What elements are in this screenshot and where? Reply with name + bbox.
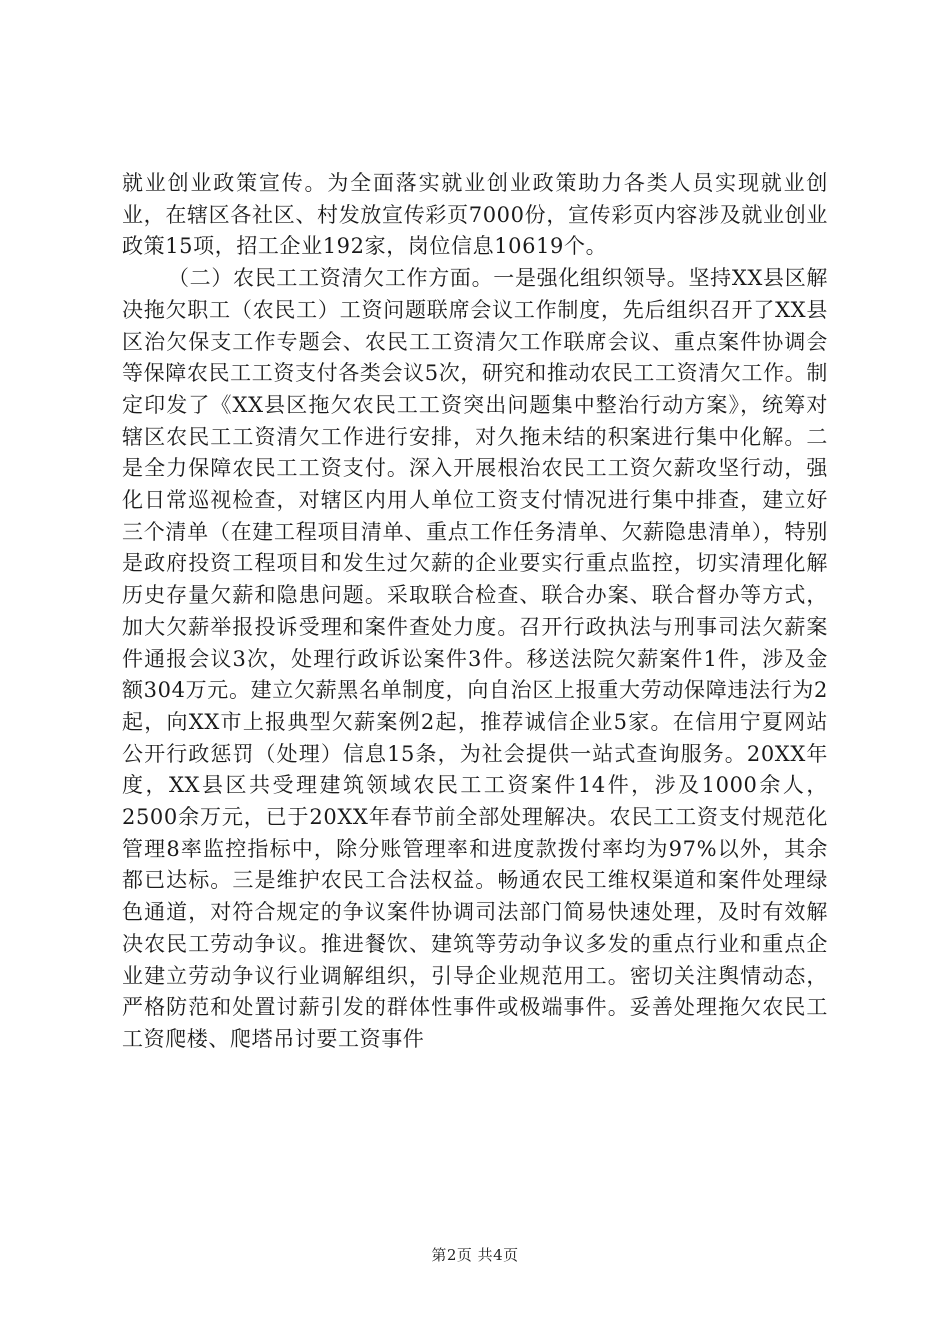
paragraph-wage-arrears: （二）农民工工资清欠工作方面。一是强化组织领导。坚持XX县区解决拖欠职工（农民工）工资问题联席会议工作制度，先后组织召开了XX县区治欠保支工作专题会、农民工工资清欠工作联席会议、重点案件协调会等保障农民工工资支付各类会议5次，研究和推动农民工工资清欠工作。制定印发了《XX县区拖欠农民工工资突出问题集中整治行动方案》，统筹对辖区农民工工资清欠工作进行安排，对久拖未结的积案进行集中化解。二是全力保障农民工工资支付。深入开展根治农民工工资欠薪攻坚行动，强化日常巡视检查，对辖区内用人单位工资支付情况进行集中排查，建立好三个清单（在建工程项目清单、重点工作任务清单、欠薪隐患清单），特别是政府投资工程项目和发生过欠薪的企业要实行重点监控，切实清理化解历史存量欠薪和隐患问题。采取联合检查、联合办案、联合督办等方式，加大欠薪举报投诉受理和案件查处力度。召开行政执法与刑事司法欠薪案件通报会议3次，处理行政诉讼案件3件。移送法院欠薪案件1件，涉及金额304万元。建立欠薪黑名单制度，向自治区上报重大劳动保障违法行为2起，向XX市上报典型欠薪案例2起，推荐诚信企业5家。在信用宁夏网站公开行政惩罚（处理）信息15条，为社会提供一站式查询服务。20XX年度，XX县区共受理建筑领域农民工工资案件14件，涉及1000余人，2500余万元，已于20XX年春节前全部处理解决。农民工工资支付规范化管理8率监控指标中，除分账管理率和进度款拨付率均为97%以外，其余都已达标。三是维护农民工合法权益。畅通农民工维权渠道和案件处理绿色通道，对符合规定的争议案件协调司法部门简易快速处理，及时有效解决农民工劳动争议。推进餐饮、建筑等劳动争议多发的重点行业和重点企业建立劳动争议行业调解组织，引导企业规范用工。密切关注舆情动态，严格防范和处置讨薪引发的群体性事件或极端事件。妥善处理拖欠农民工工资爬楼、爬塔吊讨要工资事件 xyxy=(122,266,828,1051)
document-body xyxy=(122,168,828,1056)
paragraph-employment-policy: 就业创业政策宣传。为全面落实就业创业政策助力各类人员实现就业创业，在辖区各社区、村发放宣传彩页7000份，宣传彩页内容涉及就业创业政策15项，招工企业192家，岗位信息10619个。 xyxy=(122,171,828,259)
page-footer: 第2页 共4页 xyxy=(431,1246,519,1264)
